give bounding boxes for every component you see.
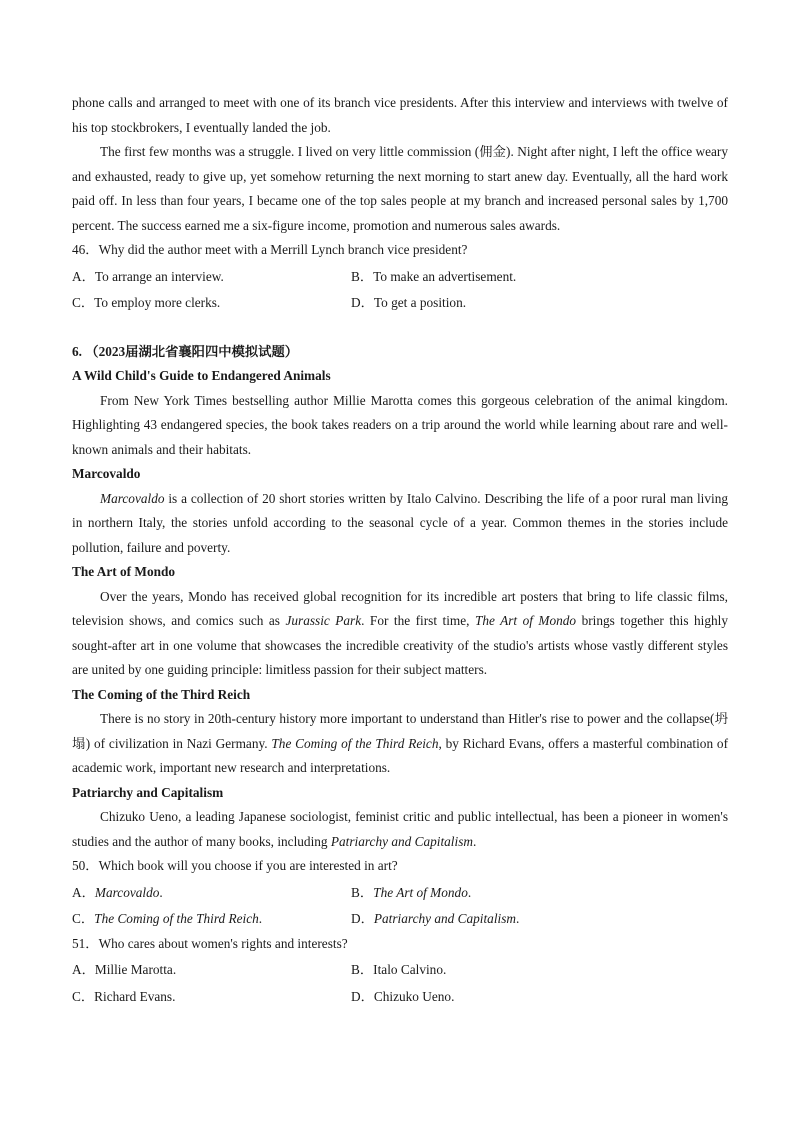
book-description: There is no story in 20th-century history more important to understand than Hitler's rise to power and the collapse(坍塌) of civilization in Nazi Germany. The Coming of the Third Reich, by Richard Evans, offers a masterful combination of academic work, important new research and interpretations.	[72, 711, 728, 775]
option-a: A．Millie Marotta.	[72, 962, 177, 977]
question-46-options-row-1	[72, 265, 728, 290]
book-description: Chizuko Ueno, a leading Japanese sociologist, feminist critic and public intellectual, has been a pioneer in women's studies and the author of many books, including Patriarchy and Capitalism.	[72, 809, 728, 849]
question-46-stem: 46．Why did the author meet with a Merrill Lynch branch vice president?	[72, 242, 468, 257]
book-title-italic: Marcovaldo	[100, 490, 165, 506]
section-title: 6. （2023届湖北省襄阳四中模拟试题）	[72, 343, 299, 359]
option-d: D．Chizuko Ueno.	[351, 988, 455, 1004]
option-b: B．To make an advertisement.	[351, 268, 517, 284]
question-51-options-row-1	[72, 958, 728, 983]
option-d: D．To get a position.	[351, 295, 467, 310]
question-50-stem: 50．Which book will you choose if you are interested in art?	[72, 858, 398, 873]
question-51-stem: 51．Who cares about women's rights and interests?	[72, 935, 348, 951]
option-d: D．Patriarchy and Capitalism.	[351, 911, 520, 926]
document-page	[72, 91, 728, 1009]
book-title: Marcovaldo	[72, 466, 141, 481]
book-description: From New York Times bestselling author Millie Marotta comes this gorgeous celebration of the animal kingdom. Highlighting 43 endangered species, the book takes readers on a trip around the world while learning about rare and well-known animals and their habitats.	[72, 392, 728, 457]
book-title: Patriarchy and Capitalism	[72, 784, 224, 800]
option-c: C．To employ more clerks.	[72, 295, 221, 310]
option-c: C．The Coming of the Third Reich.	[72, 911, 263, 926]
question-46-options-row-2	[72, 291, 728, 316]
question-50-options-row-2	[72, 907, 728, 932]
book-description: Marcovaldo is a collection of 20 short stories written by Italo Calvino. Describing the life of a poor rural man living in northern Italy, the stories unfold according to the seasonal cycle of a year. Common themes in the stories include pollution, failure and poverty.	[72, 490, 728, 555]
question-51-options-row-2	[72, 985, 728, 1010]
passage-paragraph: phone calls and arranged to meet with one of its branch vice presidents. After this interview and interviews with twelve of his top stockbrokers, I eventually landed the job.	[72, 95, 728, 135]
book-description: Over the years, Mondo has received global recognition for its incredible art posters that bring to life classic films, television shows, and comics such as Jurassic Park. For the first time, The Art of Mondo brings together this highly sought-after art in one volume that showcases the incredible creativity of the studio's artists whose vastly different styles are united by one guiding principle: limitless passion for their subject matters.	[72, 588, 729, 677]
option-a: A．Marcovaldo.	[72, 884, 163, 900]
option-b: B．The Art of Mondo.	[351, 884, 472, 900]
book-title: The Art of Mondo	[72, 564, 176, 579]
question-50-options-row-1	[72, 881, 728, 906]
option-c: C．Richard Evans.	[72, 988, 176, 1004]
passage-paragraph: The first few months was a struggle. I lived on very little commission (佣金). Night after night, I left the office weary and exhausted, ready to give up, yet somehow returning the next morning to start anew day. Eventually, all the hard work paid off. In less than four years, I became one of the top sales people at my branch and increased personal sales by 1,700 percent. The success earned me a six-figure income, promotion and numerous sales awards.	[72, 144, 728, 233]
book-title: The Coming of the Third Reich	[72, 686, 251, 702]
option-b: B．Italo Calvino.	[351, 962, 447, 977]
option-a: A．To arrange an interview.	[72, 268, 224, 284]
book-title: A Wild Child's Guide to Endangered Animals	[72, 368, 331, 383]
